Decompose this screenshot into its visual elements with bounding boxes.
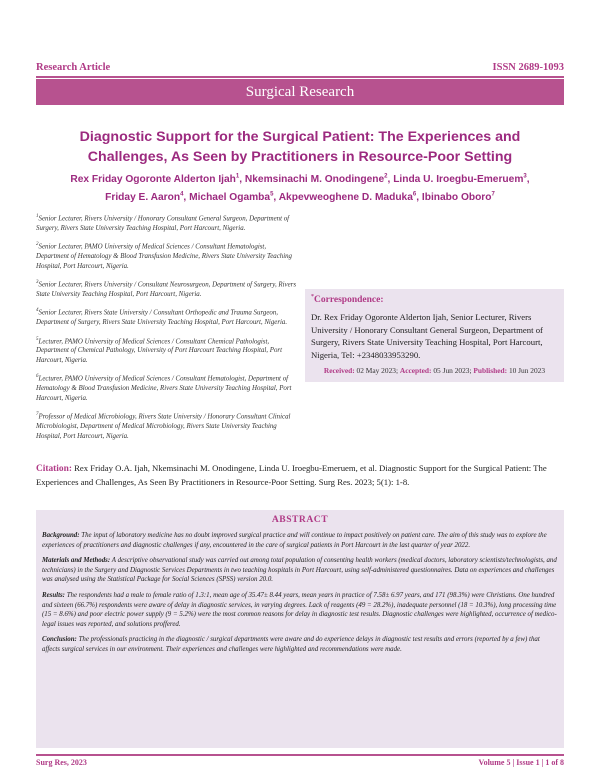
affiliation-item: $^2$Senior Lecturer, PAMO University of Medical Sciences / Consultant Hematologist, Department of Hematology & Blood Transfusion Medicine, Rivers State University Teaching Hospital, Port Harcourt, Nigeria. xyxy=(36,242,293,270)
author-list xyxy=(64,170,536,206)
page-header xyxy=(36,62,564,76)
footer-page-info: Volume 5 | Issue 1 | 1 of 8 xyxy=(478,758,564,767)
affiliation-item: $^3$Senior Lecturer, Rivers University / Consultant Neurosurgeon, Department of Surgery, Rivers State University Teaching Hospital, Port Harcourt, Nigeria. xyxy=(36,280,297,298)
footer-divider xyxy=(36,754,564,756)
affiliation-item: $^4$Senior Lecturer, Rivers State University / Consultant Orthopedic and Trauma Surgeon, Department of Surgery, Rivers State University Teaching Hospital, Port Harcourt, Nigeria. xyxy=(36,308,288,327)
author: Linda U. Iroegbu-Emeruem$^3$, xyxy=(393,174,530,186)
issn: ISSN 2689-1093 xyxy=(492,62,564,73)
affiliations xyxy=(36,212,298,448)
journal-name-bar: Surgical Research xyxy=(36,79,564,105)
affiliation-item: $^5$Lecturer, PAMO University of Medical Sciences / Consultant Chemical Pathologist, Department of Chemical Pathology, University of Port Harcourt Teaching Hospital, Port Harcourt, Nigeria. xyxy=(36,336,283,364)
abstract-background: Background: The input of laboratory medicine has no doubt improved surgical practice and will continue to impact positively on patient care. The aim of this study was to explore the experiences of practitioners and diagnostic challenges if any, encountered in the care of surgical patients in Port Harcourt in the last quarter of year 2022. xyxy=(42,532,547,549)
citation-text: Rex Friday O.A. Ijah, Nkemsinachi M. Onodingene, Linda U. Iroegbu-Emeruem, et al. Diagnostic Support for the Surgical Patient: The Experiences and Challenges, As Seen By Practitioners in Resource-Poor Setting. Surg Res. 2023; 5(1): 1-8. xyxy=(36,463,547,487)
author: Michael Ogamba$^5$, xyxy=(189,191,279,204)
correspondence-title: *Correspondence: xyxy=(311,294,384,306)
abstract-results: Results: The respondents had a male to female ratio of 1.3:1, mean age of 35.47± 8.44 years, mean years in practice of 7.58± 6.97 years, and 171 (98.3%) were Christians. One hundred and sixteen (66.7%) respondents were aware of delay in diagnostic services, in varying degrees. Lack of reagents (49 = 28.2%), inadequate personnel (18 = 10.3%), long processing time (15 = 8.6%) and poor electric power supply (9 = 5.2%) were the most common reasons for delay in diagnostic test results. Diagnostic challenges were highlighted, occurrence of medico-legal issues was reported, and solutions proffered. xyxy=(42,591,557,628)
article-type: Research Article xyxy=(36,62,111,73)
author: Rex Friday Ogoronte Alderton Ijah$^1$, xyxy=(70,174,245,186)
author: Ibinabo Oboro$^7$ xyxy=(421,191,495,204)
abstract-box xyxy=(36,510,564,748)
affiliation-item: $^6$Lecturer, PAMO University of Medical Sciences / Consultant Hematologist, Department of Hematology & Blood Transfusion Medicine, Rivers State University Teaching Hospital, Port Harcourt, Nigeria. xyxy=(36,374,292,402)
correspondence-text: Dr. Rex Friday Ogoronte Alderton Ijah, Senior Lecturer, Rivers University / Honorary Consultant General Surgeon, Department of Surgery, Rivers State University Teaching Hospital, Port Harcourt, Nigeria, Tel: +2348033953290. xyxy=(311,312,543,360)
publication-dates: Received: 02 May 2023; Accepted: 05 Jun 2023; Published: 10 Jun 2023 xyxy=(323,366,546,375)
affiliation-item: $^7$Professor of Medical Microbiology, Rivers State University / Honorary Consultant Clinical Microbiologist, Department of Medical Microbiology, Rivers State University Teaching Hospital, Port Harcourt, Nigeria. xyxy=(36,412,291,440)
author: Akpevweoghene D. Maduka$^6$, xyxy=(278,191,422,204)
citation-label: Citation: xyxy=(36,464,72,474)
abstract-methods: Materials and Methods: A descriptive observational study was carried out among total population of consenting health workers (medical doctors, laboratory scientists/technologists, and technicians) in the Surgery and Diagnostic Services Departments in two teaching hospitals in Port Harcourt, using self-administered questionnaires. Data on experiences and challenges was analysed using the Statistical Package for Social Sciences (SPSS) version 20.0. xyxy=(42,557,557,584)
paper-title: Diagnostic Support for the Surgical Patient: The Experiences and Challenges, As Seen by Practitioners in Resource-Poor Setting xyxy=(79,129,521,165)
citation xyxy=(36,462,564,488)
header-divider xyxy=(36,76,564,78)
abstract-conclusion: Conclusion: The professionals practicing in the diagnostic / surgical departments were aware and do experience delays in diagnostic test results and errors (reported by a few) that affects surgical services in our environment. Their experiences and challenges were highlighted and recommendations were made. xyxy=(42,636,540,653)
footer-journal: Surg Res, 2023 xyxy=(36,758,87,767)
affiliation-item: $^1$Senior Lecturer, Rivers University / Honorary Consultant General Surgeon, Department of Surgery, Rivers State University Teaching Hospital, Port Harcourt, Nigeria. xyxy=(36,214,290,232)
author: Nkemsinachi M. Onodingene$^2$, xyxy=(244,174,394,186)
abstract-title: ABSTRACT xyxy=(271,514,329,525)
author: Friday E. Aaron$^4$, xyxy=(105,191,190,204)
